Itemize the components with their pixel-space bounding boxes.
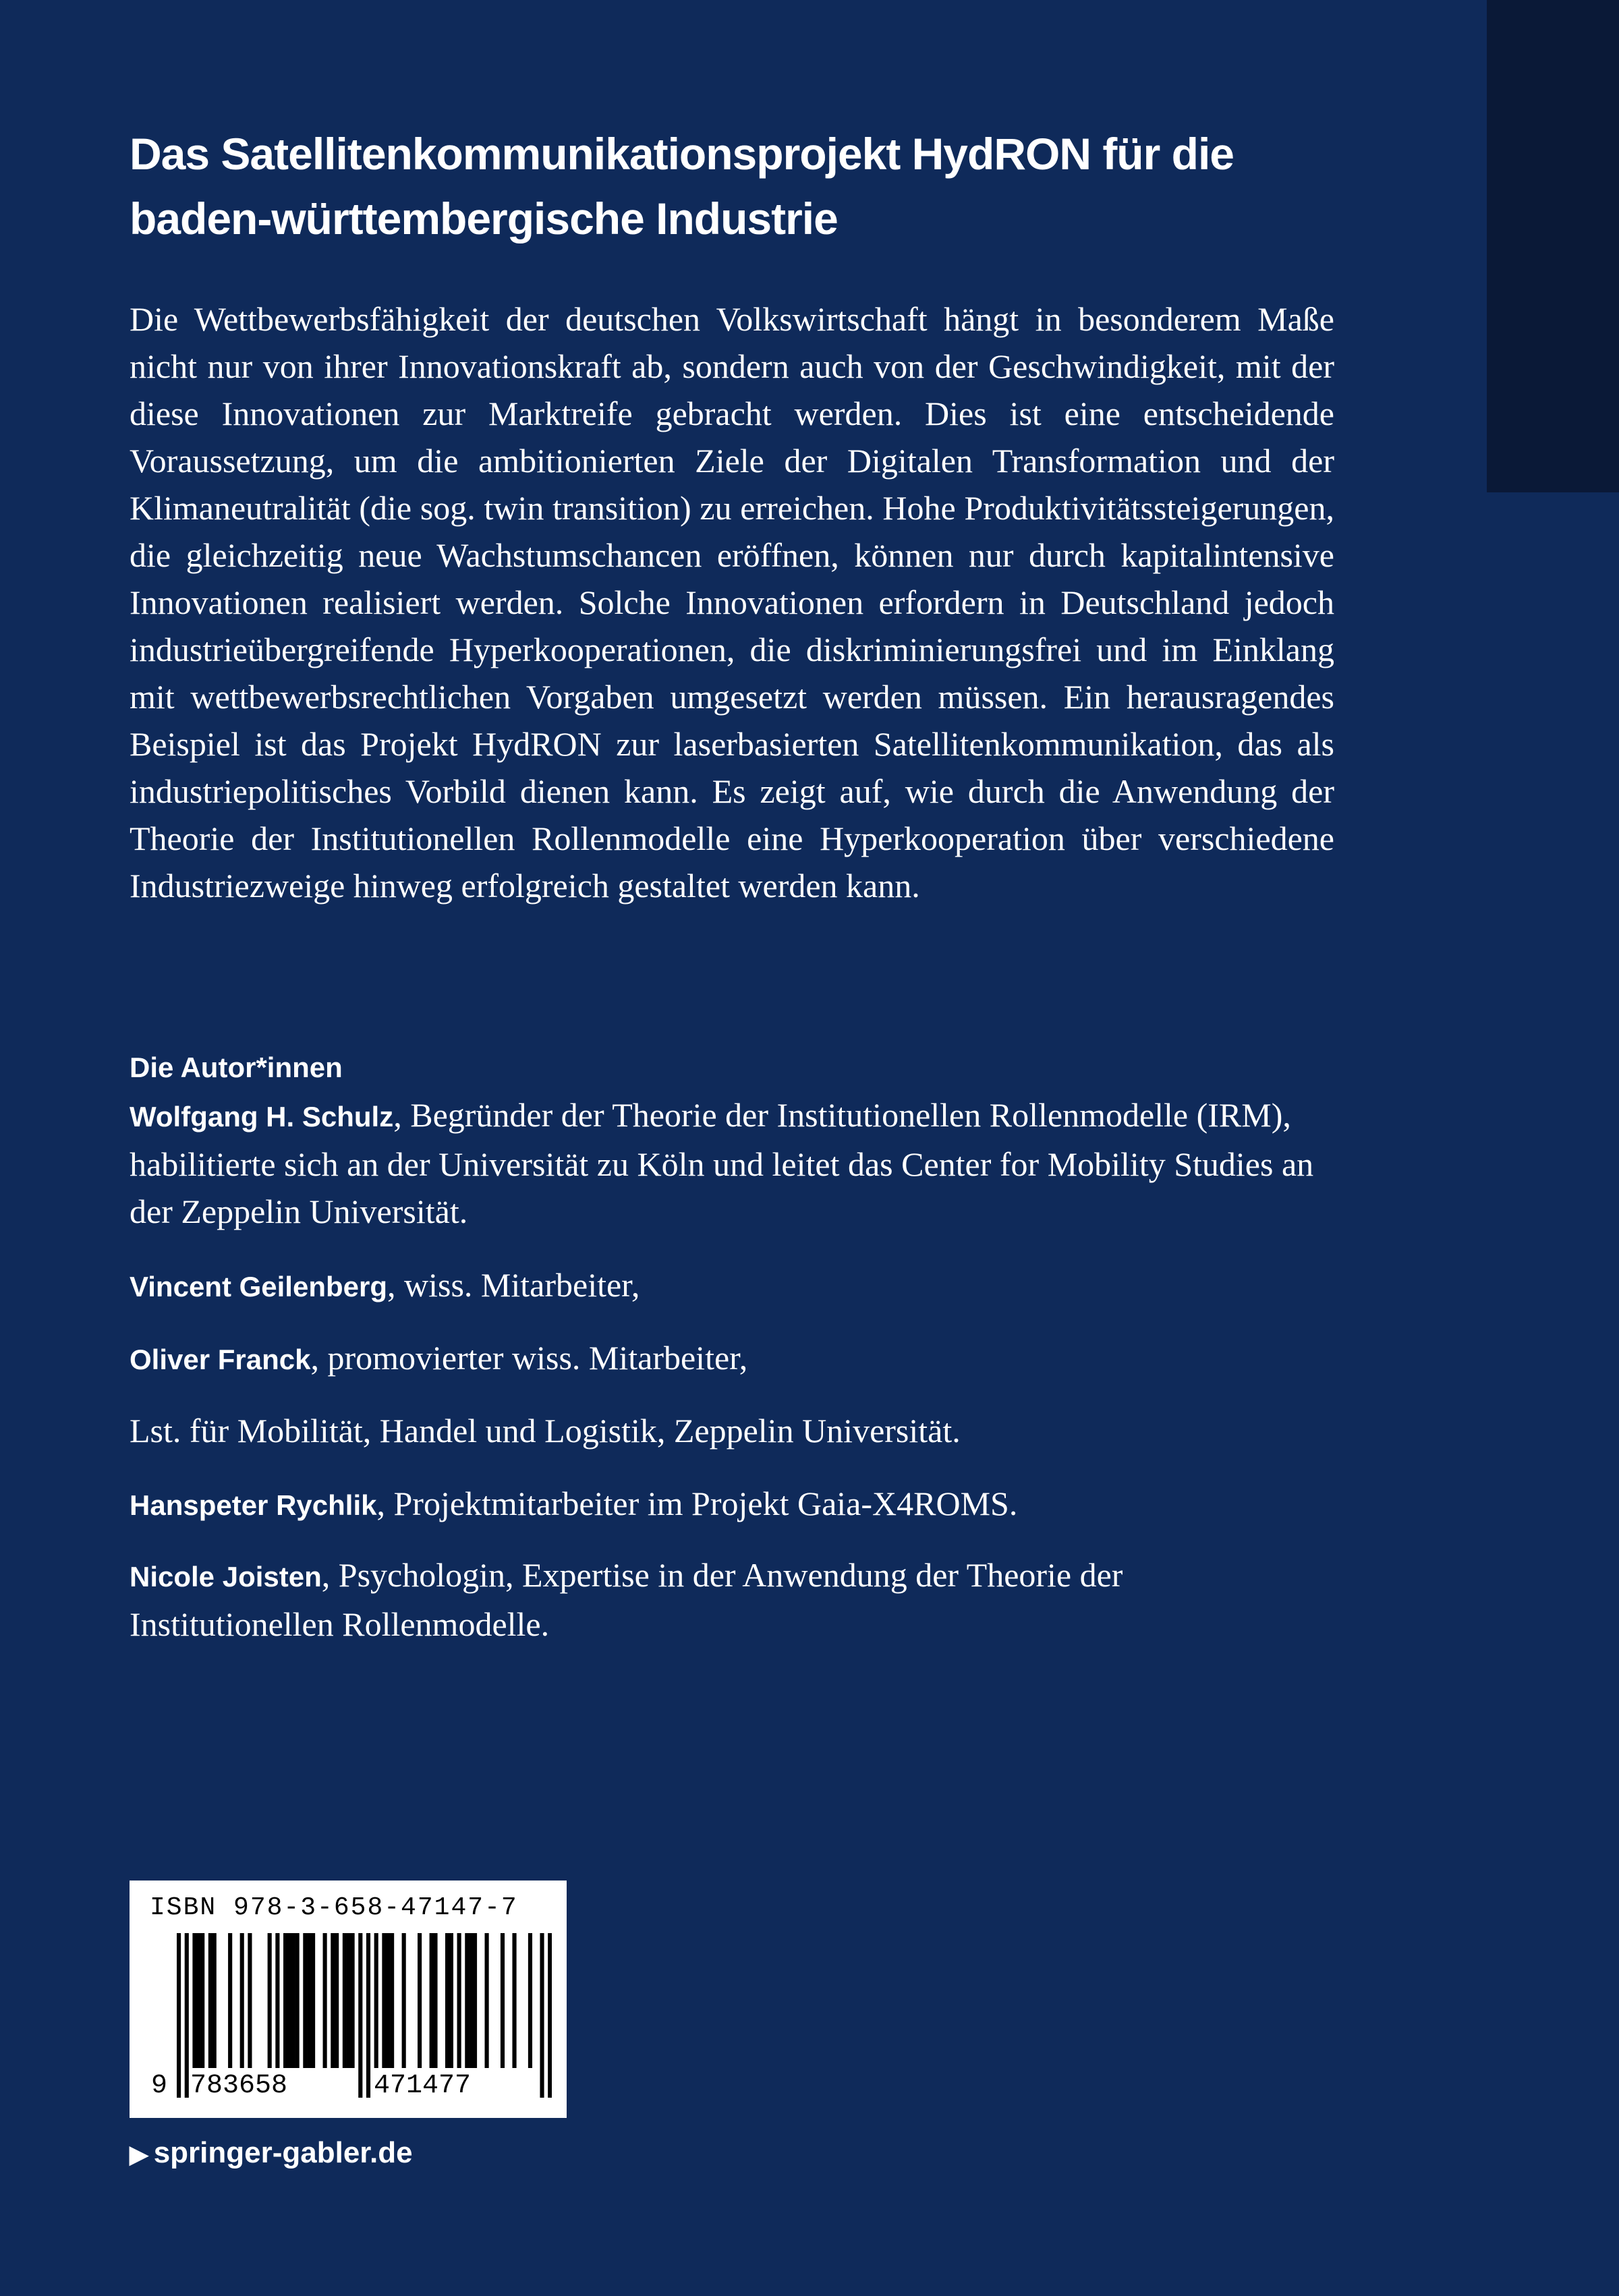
author-geilenberg [130,1261,1334,1311]
author-name: Nicole Joisten [130,1561,322,1592]
book-title-line-2: baden-württembergische Industrie [130,194,838,243]
book-title-line-1: Das Satellitenkommunikationsprojekt HydRON für die [130,129,1234,179]
isbn-barcode [130,1881,567,2118]
author-bio: , wiss. Mitarbeiter, [387,1266,640,1304]
author-bio: , promovierter wiss. Mitarbeiter, [310,1339,748,1377]
author-bio: Lst. für Mobilität, Handel und Logistik, Zeppelin Universität. [130,1412,961,1450]
publisher-url: springer-gabler.de [153,2136,413,2169]
barcode-bar [240,1933,244,2068]
author-franck [130,1334,1334,1383]
isbn-label: ISBN 978-3-658-47147-7 [150,1893,518,1922]
barcode-bar [196,1933,200,2068]
barcode-bar [528,1933,532,2068]
barcode-bar [291,1933,295,2068]
barcode-bar [347,1933,351,2068]
ean-first-digit: 9 [150,2069,169,2103]
book-description: Die Wettbewerbsfähigkeit der deutschen Volkswirtschaft hängt in besonderem Maße nicht nur von ihrer Innovationskraft ab, sondern auch von der Geschwindigkeit, mit der diese Innovationen zur Marktreife gebracht werden. Dies ist eine entscheidende Voraussetzung, um die ambitionierten Ziele der Digitalen Transformation und der Klimaneutralität (die sog. twin transition) zu erreichen. Hohe Produktivitätssteigerungen, die gleichzeitig neue Wachstumschancen eröffnen, können nur durch kapitalintensive Innovationen realisiert werden. Solche Innovationen erfordern in Deutschland jedoch industrieübergreifende Hyperkooperationen, die diskriminierungsfrei und im Einklang mit wettbewerbsrechtlichen Vorgaben umgesetzt werden müssen. Ein herausragendes Beispiel ist das Projekt HydRON zur laserbasierten Satellitenkommunikation, das als industriepolitisches Vorbild dienen kann. Es zeigt auf, wie durch die Anwendung der Theorie der Institutionellen Rollenmodelle eine Hyperkooperation über verschiedene Industriezweige hinweg erfolgreich gestaltet werden kann. [130,300,1334,905]
barcode-bar [485,1933,489,2068]
barcode-bar [212,1933,217,2068]
ean-right-group: 471477 [372,2069,472,2103]
barcode-bar [445,1933,449,2068]
author-name: Vincent Geilenberg [130,1271,387,1302]
barcode-bar [275,1933,279,2068]
author-bio: , Projektmitarbeiter im Projekt Gaia-X4ROMS. [376,1485,1018,1522]
barcode-bar [335,1933,339,2068]
barcode-bar [248,1933,252,2068]
barcode-bar [323,1933,327,2068]
barcode-bar [192,1933,196,2068]
barcode-bar [200,1933,204,2068]
barcode-bar [390,1933,394,2068]
barcode-bar [382,1933,386,2068]
barcode-bar [473,1933,477,2068]
author-bio: , Begründer der Theorie der Institutionellen Rollenmodelle (IRM), habilitierte sich an der Universität zu Köln und leitet das Center for Mobility Studies an der Zeppelin Universität. [130,1096,1314,1230]
author-joisten [130,1551,1334,1648]
barcode-bar [295,1933,300,2068]
author-name: Wolfgang H. Schulz [130,1101,394,1132]
author-name: Oliver Franck [130,1344,311,1375]
barcode-bar [303,1933,307,2068]
author-schulz [130,1091,1334,1235]
author-name: Hanspeter Rychlik [130,1489,377,1521]
barcode-bar [287,1933,291,2068]
publisher-link[interactable] [130,2133,413,2175]
barcode-bar [228,1933,232,2068]
barcode-bar [311,1933,315,2068]
authors-heading: Die Autor*innen [130,1052,343,1083]
barcode-bar [402,1933,406,2068]
barcode-bar [512,1933,516,2068]
author-rychlik [130,1480,1334,1529]
author-bio: , Psychologin, Expertise in der Anwendung der Theorie der Institutionellen Rollenmodelle. [130,1556,1123,1643]
barcode-bar [457,1933,461,2068]
barcode-bar [501,1933,505,2068]
barcode-bar [283,1933,287,2068]
barcode-bar [386,1933,390,2068]
barcode-bar [449,1933,453,2068]
barcode-bar [433,1933,437,2068]
barcode-bar [331,1933,335,2068]
barcode-bar [351,1933,355,2068]
play-arrow-icon: ▶ [130,2140,148,2168]
spine-edge-strip [1487,0,1619,492]
barcode-bar [208,1933,212,2068]
barcode-bar [343,1933,347,2068]
ean-digits [150,2069,555,2103]
barcode-bar [268,1933,272,2068]
barcode-bar [374,1933,378,2068]
barcode-bar [465,1933,469,2068]
barcode-bar [430,1933,434,2068]
barcode-bar [418,1933,422,2068]
barcode-bar [307,1933,311,2068]
barcode-bar [469,1933,473,2068]
author-affiliation [130,1407,1334,1456]
book-title [130,121,1357,251]
ean-left-group: 783658 [189,2069,289,2103]
